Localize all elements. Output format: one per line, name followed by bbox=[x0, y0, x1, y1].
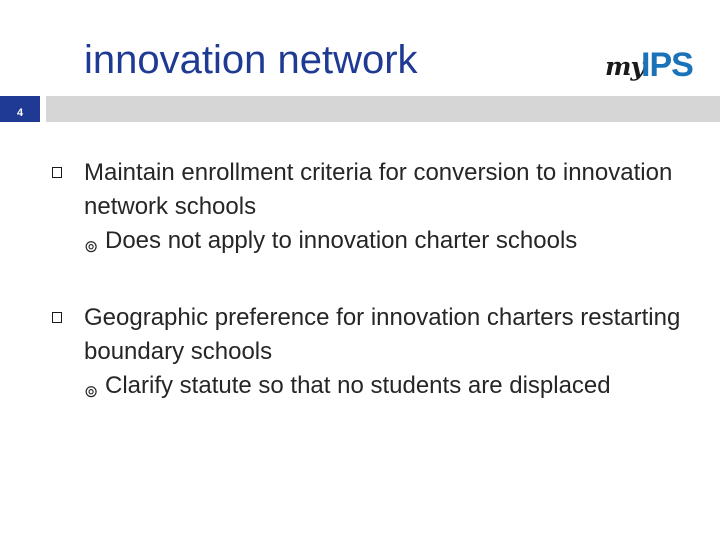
bullet-item bbox=[48, 156, 688, 258]
bullet-item bbox=[48, 301, 688, 403]
square-bullet-icon bbox=[52, 167, 62, 178]
divider-gray bbox=[46, 96, 720, 122]
divider-bar bbox=[0, 96, 720, 122]
square-bullet-icon bbox=[52, 312, 62, 323]
circled-arrow-icon: ⊚ bbox=[84, 237, 99, 257]
sub-bullet-item bbox=[84, 369, 688, 403]
bullet-list bbox=[48, 156, 688, 446]
sub-bullet-text: Clarify statute so that no students are displaced bbox=[105, 372, 611, 399]
circled-arrow-icon: ⊚ bbox=[84, 382, 99, 402]
bullet-text: Maintain enrollment criteria for conversion to innovation network schools bbox=[84, 159, 673, 220]
sub-bullet-text: Does not apply to innovation charter schools bbox=[105, 227, 578, 254]
logo bbox=[605, 44, 710, 88]
logo-my-text: my bbox=[605, 52, 644, 81]
bullet-text: Geographic preference for innovation charters restarting boundary schools bbox=[84, 304, 681, 365]
page-number: 4 bbox=[0, 96, 40, 122]
page-title: innovation network bbox=[84, 38, 418, 82]
sub-bullet-item bbox=[84, 224, 688, 258]
logo-ips-text: IPS bbox=[641, 46, 693, 84]
